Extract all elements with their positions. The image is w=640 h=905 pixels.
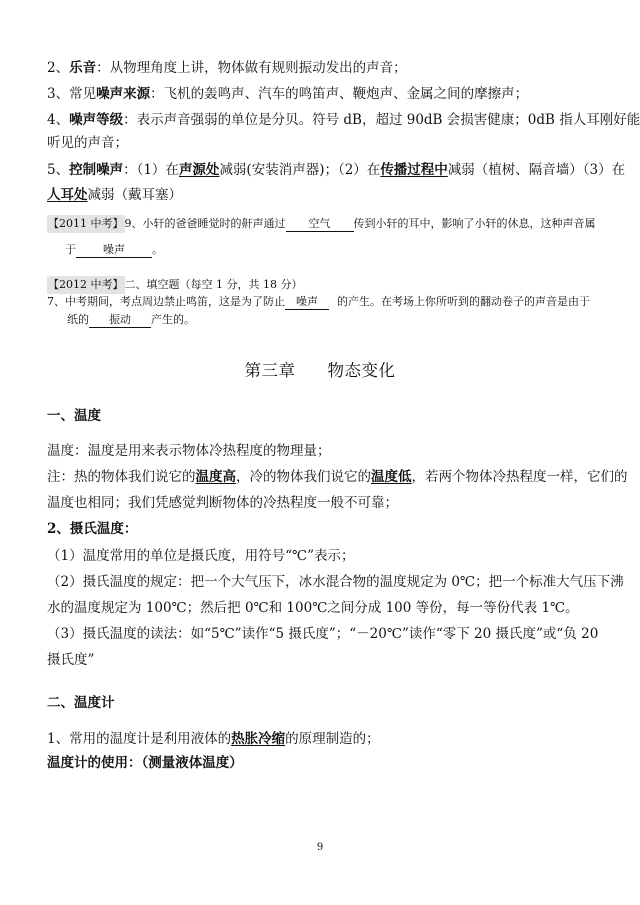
section-thermometer-heading: 二、温度计 — [47, 695, 115, 711]
exam-2012-heading: 【2012 中考】二、填空题（每空 1 分，共 18 分） — [47, 276, 302, 294]
celsius-item-2-cont: 水的温度规定为 100℃；然后把 0℃和 100℃之间分成 100 等份，每一等份代表 1℃。 — [47, 600, 579, 616]
section-temperature-heading: 一、温度 — [47, 408, 101, 424]
term-noise-control: 控制噪声 — [69, 162, 124, 178]
answer-blank-vibration: 振动 — [89, 313, 151, 328]
item-noise-levels: 4、噪声等级：表示声音强弱的单位是分贝。符号 dB，超过 90dB 会损害健康；0dB 指人耳刚好能 — [47, 112, 640, 128]
emph-propagation: 传播过程中 — [380, 162, 448, 178]
answer-blank-noise-2012: 噪声 — [285, 295, 329, 310]
temperature-note: 注：热的物体我们说它的温度高，冷的物体我们说它的温度低，若两个物体冷热程度一样，它们的 — [47, 469, 628, 485]
chapter-number: 第三章 — [244, 361, 296, 380]
exam-2011-tag: 【2011 中考】 — [47, 215, 125, 233]
chapter-title — [0, 357, 640, 381]
celsius-item-1: （1）温度常用的单位是摄氏度，用符号“℃”表示； — [47, 548, 355, 564]
exam-2012-tag: 【2012 中考】 — [47, 276, 125, 294]
answer-blank-air: 空气 — [286, 217, 354, 232]
emph-low-temp: 温度低 — [371, 469, 412, 485]
celsius-subheading: 2、摄氏温度： — [47, 521, 138, 537]
exam-2011-question: 【2011 中考】9、小轩的爸爸睡觉时的鼾声通过 空气 传到小轩的耳中，影响了小轩的休息，这种声音属 — [47, 215, 596, 233]
exam-2012-question-cont: 纸的 振动 产生的。 — [67, 313, 195, 326]
celsius-item-2: （2）摄氏温度的规定：把一个大气压下，冰水混合物的温度规定为 0℃；把一个标准大气压下沸 — [47, 574, 624, 590]
answer-blank-noise: 噪声 — [76, 243, 152, 258]
term-noise-sources: 噪声来源 — [96, 86, 151, 102]
term-noise-levels: 噪声等级 — [69, 112, 124, 128]
celsius-item-3: （3）摄氏温度的读法：如“5℃”读作“5 摄氏度”；“－20℃”读作“零下 20 摄氏度”或“负 20 — [47, 626, 599, 642]
temperature-note-cont: 温度也相同；我们凭感觉判断物体的冷热程度一般不可靠； — [47, 495, 398, 511]
thermometer-usage: 温度计的使用：（测量液体温度） — [47, 755, 243, 771]
page-number: 9 — [316, 842, 324, 853]
emph-high-temp: 温度高 — [195, 469, 236, 485]
exam-2012-question: 7、中考期间，考点周边禁止鸣笛，这是为了防止 噪声 的产生。在考场上你所听到的翻动卷子的声音是由于 — [47, 295, 590, 308]
celsius-item-3-cont: 摄氏度” — [47, 652, 95, 668]
item-noise-sources: 3、常见噪声来源：飞机的轰鸣声、汽车的鸣笛声、鞭炮声、金属之间的摩擦声； — [47, 86, 529, 102]
emph-ear: 人耳处 — [47, 187, 88, 203]
exam-2011-question-cont: 于 噪声 。 — [65, 243, 163, 256]
item-noise-levels-cont: 听见的声音； — [47, 135, 128, 151]
item-noise-control: 5、控制噪声：（1）在声源处减弱(安装消声器)；（2）在传播过程中减弱（植树、隔音墙）（3）在 — [47, 162, 626, 178]
emph-thermal-expansion: 热胀冷缩 — [231, 731, 286, 747]
chapter-name: 物态变化 — [327, 361, 396, 380]
temperature-definition: 温度：温度是用来表示物体冷热程度的物理量； — [47, 443, 331, 459]
item-noise-control-cont: 人耳处减弱（戴耳塞） — [47, 187, 182, 203]
emph-source: 声源处 — [178, 162, 220, 178]
term-musical-sound: 乐音 — [69, 60, 97, 76]
item-musical-sound: 2、乐音：从物理角度上讲，物体做有规则振动发出的声音； — [47, 60, 407, 76]
thermometer-principle: 1、常用的温度计是利用液体的热胀冷缩的原理制造的； — [47, 731, 380, 747]
